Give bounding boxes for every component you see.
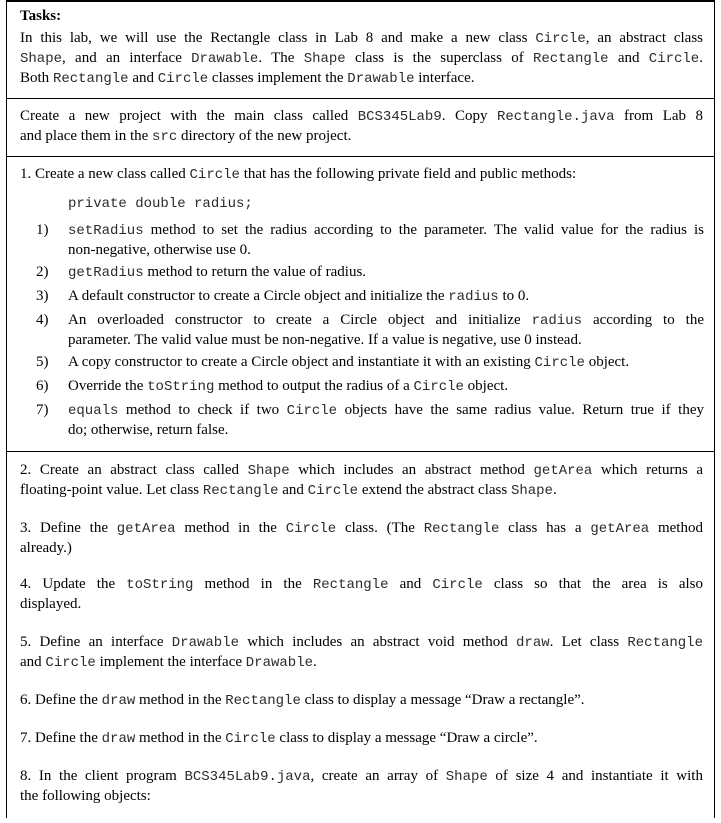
text-run: non-negative, otherwise use 0. (68, 242, 251, 258)
text-run: and (608, 50, 649, 66)
text-run: method in the (135, 692, 226, 708)
code-term: src (152, 129, 178, 145)
method-item-line (68, 262, 704, 283)
method-item-line (68, 220, 704, 241)
code-term: toString (147, 379, 215, 395)
text-run: 8. In the client program (20, 768, 185, 784)
text-run: that has the following private field and public methods: (239, 166, 577, 182)
text-run: which includes an abstract void method (239, 634, 517, 650)
code-term: draw (516, 635, 550, 651)
separator-line (6, 451, 715, 452)
text-run: method in the (175, 520, 286, 536)
text-run: class so that the area is also (482, 576, 703, 592)
text-run: 3. Define the (20, 520, 117, 536)
method-item-line (68, 400, 704, 421)
method-item-line (68, 420, 704, 440)
code-term: Circle (225, 731, 276, 747)
code-term: BCS345Lab9 (357, 109, 442, 125)
code-term: Rectangle (312, 577, 389, 593)
list-number: 3) (36, 288, 49, 304)
text-run: do; otherwise, return false. (68, 422, 229, 438)
text-run: class has a (499, 520, 591, 536)
text-run: Override the (68, 378, 148, 394)
text-run: method (649, 520, 703, 536)
text-run: . (552, 482, 557, 498)
text-run: . Copy (441, 108, 497, 124)
intro-line-2 (20, 48, 703, 69)
section-3-line-1 (20, 518, 703, 539)
text-run: and (20, 654, 46, 670)
text-run: 7. Define the (20, 730, 102, 746)
text-run: and (278, 482, 308, 498)
text-run: object. (584, 354, 630, 370)
text-run: objects have the same radius value. Return true if they (337, 402, 704, 418)
code-term: Drawable (171, 635, 239, 651)
text-run: to 0. (498, 288, 530, 304)
code-term: Circle (535, 31, 586, 47)
code-term: Circle (45, 655, 96, 671)
text-run: , an abstract class (585, 30, 703, 46)
text-run: method in the (135, 730, 226, 746)
section-1-heading (20, 164, 703, 185)
code-term: Circle (285, 521, 337, 537)
text-run: already.) (20, 540, 72, 556)
code-term: Rectangle (225, 693, 301, 709)
setup-line-2 (20, 126, 703, 147)
code-term: Circle (432, 577, 483, 593)
code-term: Shape (510, 483, 553, 499)
private-field-code: private double radius; (68, 196, 253, 212)
text-run: which returns a (592, 462, 704, 478)
code-term: Rectangle (627, 635, 703, 651)
tasks-title: Tasks: (20, 8, 62, 24)
text-run: A copy constructor to create a Circle object and instantiate it with an existing (68, 354, 535, 370)
text-run: interface. (414, 70, 475, 86)
text-run: , and an interface (62, 50, 192, 66)
section-8-line-2 (20, 786, 703, 806)
section-5-line-1 (20, 632, 703, 653)
section-5-line-2 (20, 652, 703, 673)
code-term: getRadius (68, 265, 144, 281)
section-2-line-2 (20, 480, 703, 501)
code-term: Drawable (245, 655, 313, 671)
list-number: 1) (36, 222, 49, 238)
section-4-line-2 (20, 594, 703, 614)
text-run: 6. Define the (20, 692, 102, 708)
text-run: from Lab 8 (614, 108, 703, 124)
list-number: 5) (36, 354, 49, 370)
text-run: method to output the radius of a (214, 378, 414, 394)
code-term: Shape (303, 51, 346, 67)
code-term: Circle (157, 71, 209, 87)
code-term: Circle (307, 483, 359, 499)
text-run: and place them in the (20, 128, 153, 144)
text-run: implement the interface (95, 654, 246, 670)
code-term: Rectangle (202, 483, 279, 499)
code-term: Circle (534, 355, 585, 371)
code-term: getArea (116, 521, 176, 537)
text-run: and (388, 576, 433, 592)
text-run: . (699, 50, 703, 66)
text-run: An overloaded constructor to create a Circle object and initialize (68, 312, 532, 328)
text-run: directory of the new project. (177, 128, 352, 144)
text-run: In this lab, we will use the Rectangle class in Lab 8 and make a new class (20, 30, 536, 46)
code-term: getArea (590, 521, 650, 537)
list-number: 2) (36, 264, 49, 280)
text-run: object. (463, 378, 509, 394)
text-run: . The (258, 50, 304, 66)
code-term: Rectangle (532, 51, 609, 67)
text-run: extend the abstract class (358, 482, 511, 498)
text-run: 2. Create an abstract class called (20, 462, 248, 478)
list-number: 4) (36, 312, 49, 328)
code-term: Circle (413, 379, 464, 395)
text-run: class to display a message “Draw a rectangle”. (300, 692, 585, 708)
text-run: method to check if two (118, 402, 287, 418)
text-run: Create a new project with the main class called (20, 108, 358, 124)
setup-line-1 (20, 106, 703, 127)
code-term: setRadius (68, 223, 144, 239)
text-run: parameter. The valid value must be non-negative. If a value is negative, use 0 instead. (68, 332, 582, 348)
code-term: Rectangle.java (496, 109, 615, 125)
section-7-line (20, 728, 703, 749)
text-run: floating-point value. Let class (20, 482, 203, 498)
method-item-line (68, 310, 704, 331)
code-term: radius (531, 313, 582, 329)
code-term: Rectangle (423, 521, 500, 537)
text-run: which includes an abstract method (289, 462, 534, 478)
text-run: according to the (581, 312, 704, 328)
text-run: . Let class (549, 634, 628, 650)
text-run: . (313, 654, 317, 670)
intro-line-3 (20, 68, 703, 89)
method-item-line (68, 376, 704, 397)
code-term: Shape (247, 463, 290, 479)
code-term: getArea (533, 463, 593, 479)
text-run: method to return the value of radius. (143, 264, 367, 280)
code-term: Rectangle (52, 71, 129, 87)
separator-line (6, 98, 715, 99)
text-run: and (128, 70, 158, 86)
text-run: 4. Update the (20, 576, 127, 592)
code-term: draw (101, 731, 136, 747)
code-term: toString (126, 577, 194, 593)
method-item-line (68, 286, 704, 307)
text-run: method in the (193, 576, 313, 592)
text-run: , create an array of (310, 768, 446, 784)
code-term: Drawable (191, 51, 259, 67)
text-run: of size 4 and instantiate it with (487, 768, 703, 784)
text-run: class to display a message “Draw a circle”. (275, 730, 538, 746)
text-run: the following objects: (20, 788, 151, 804)
section-6-line (20, 690, 703, 711)
code-term: equals (68, 403, 119, 419)
code-term: BCS345Lab9.java (184, 769, 311, 785)
text-run: method to set the radius according to the parameter. The valid value for the radius is (143, 222, 704, 238)
text-run: A default constructor to create a Circle object and initialize the (68, 288, 449, 304)
text-run: class is the superclass of (345, 50, 533, 66)
code-term: Circle (189, 167, 240, 183)
code-term: draw (101, 693, 136, 709)
code-term: radius (448, 289, 499, 305)
section-3-line-2 (20, 538, 703, 558)
method-item-line (68, 330, 704, 350)
section-8-line-1 (20, 766, 703, 787)
code-term: Circle (286, 403, 338, 419)
text-run: 1. Create a new class called (20, 166, 190, 182)
text-run: classes implement the (208, 70, 348, 86)
list-number: 6) (36, 378, 49, 394)
method-item-line (68, 240, 704, 260)
list-number: 7) (36, 402, 49, 418)
code-term: Drawable (347, 71, 415, 87)
code-term: Shape (445, 769, 488, 785)
code-term: Circle (648, 51, 700, 67)
section-2-line-1 (20, 460, 703, 481)
code-term: Shape (20, 51, 63, 67)
text-run: displayed. (20, 596, 82, 612)
text-run: Both (20, 70, 53, 86)
method-item-line (68, 352, 704, 373)
separator-line (6, 156, 715, 157)
intro-line-1 (20, 28, 703, 49)
section-4-line-1 (20, 574, 703, 595)
text-run: 5. Define an interface (20, 634, 172, 650)
text-run: class. (The (336, 520, 424, 536)
